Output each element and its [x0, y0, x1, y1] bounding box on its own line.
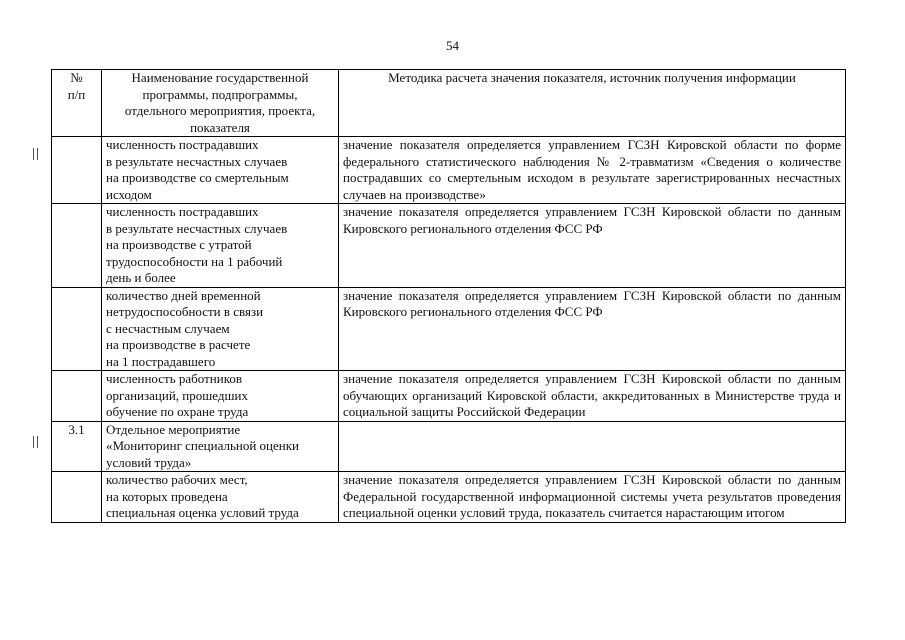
row-name: численность работников организаций, прошедших обучение по охране труда: [102, 371, 339, 422]
table-row: [52, 421, 846, 472]
row-num: [52, 472, 102, 523]
table-row: [52, 137, 846, 204]
row-method: значение показателя определяется управлением ГСЗН Кировской области по данным Кировского регионального отделения ФСС РФ: [339, 204, 846, 288]
margin-mark: [33, 148, 38, 160]
table-row: [52, 371, 846, 422]
header-name: Наименование государственной программы, подпрограммы, отдельного мероприятия, проекта, показателя: [102, 70, 339, 137]
indicator-methodology-table: [51, 69, 846, 523]
table-row: [52, 287, 846, 371]
row-method: [339, 421, 846, 472]
page-number: 54: [446, 38, 459, 53]
row-name: Отдельное мероприятие «Мониторинг специальной оценки условий труда»: [102, 421, 339, 472]
table-row: [52, 472, 846, 523]
header-method: Методика расчета значения показателя, источник получения информации: [339, 70, 846, 137]
table-header-row: [52, 70, 846, 137]
row-method: значение показателя определяется управлением ГСЗН Кировской области по данным обучающих организаций Кировской области, аккредитованных в Министерстве труда и социальной защиты Российской Федерации: [339, 371, 846, 422]
row-num: [52, 137, 102, 204]
row-num: [52, 204, 102, 288]
row-num: 3.1: [52, 421, 102, 472]
row-method: значение показателя определяется управлением ГСЗН Кировской области по данным Кировского регионального отделения ФСС РФ: [339, 287, 846, 371]
row-method: значение показателя определяется управлением ГСЗН Кировской области по данным Федеральной государственной информационной системы учета результатов проведения специальной оценки условий труда, показатель считается нарастающим итогом: [339, 472, 846, 523]
row-name: количество дней временной нетрудоспособности в связи с несчастным случаем на производстве в расчете на 1 пострадавшего: [102, 287, 339, 371]
row-name: количество рабочих мест, на которых проведена специальная оценка условий труда: [102, 472, 339, 523]
row-num: [52, 287, 102, 371]
row-method: значение показателя определяется управлением ГСЗН Кировской области по форме федерального статистического наблюдения № 2-травматизм «Сведения о количестве пострадавших со смертельным исходом в результате зарегистрированных несчастных случаев на производстве»: [339, 137, 846, 204]
row-name: численность пострадавших в результате несчастных случаев на производстве с утратой трудоспособности на 1 рабочий день и более: [102, 204, 339, 288]
margin-mark: [33, 436, 38, 448]
row-name: численность пострадавших в результате несчастных случаев на производстве со смертельным исходом: [102, 137, 339, 204]
table-row: [52, 204, 846, 288]
header-num: № п/п: [52, 70, 102, 137]
row-num: [52, 371, 102, 422]
